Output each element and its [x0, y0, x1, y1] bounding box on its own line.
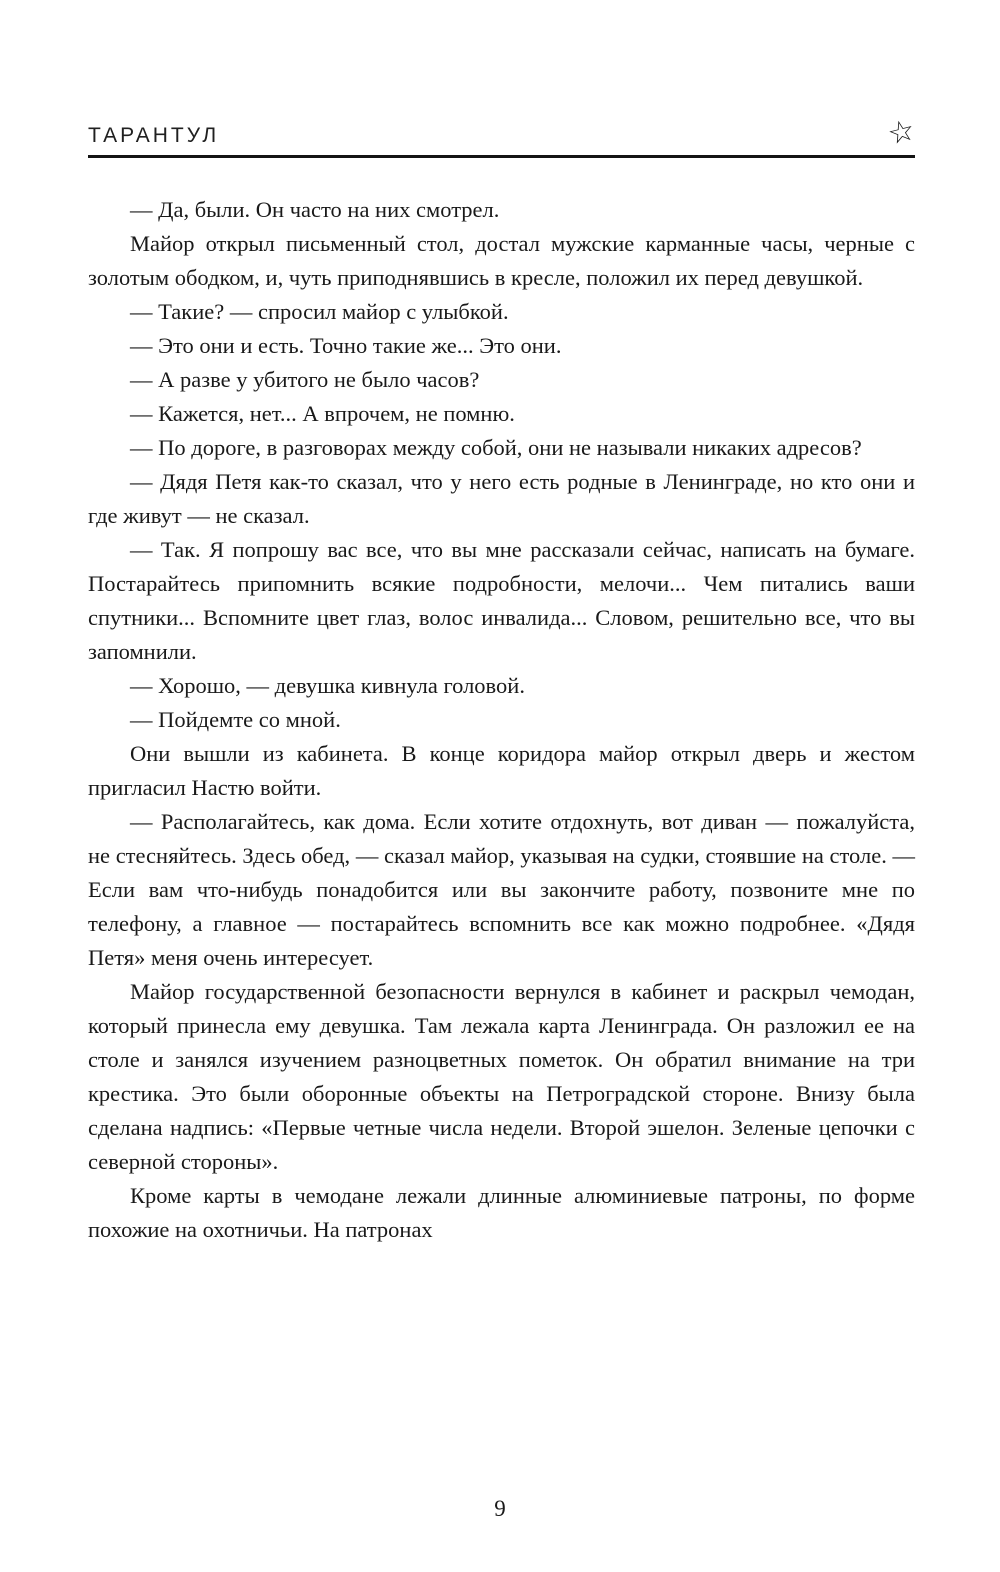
text-body: [88, 193, 915, 1247]
page-number: 9: [494, 1496, 506, 1521]
paragraph: — А разве у убитого не было часов?: [130, 367, 480, 392]
paragraph: — По дороге, в разговорах между собой, они не называли никаких адресов?: [130, 435, 862, 460]
paragraph: — Да, были. Он часто на них смотрел.: [130, 197, 500, 222]
paragraph: — Располагайтесь, как дома. Если хотите отдохнуть, вот диван — пожалуйста, не стесняйтесь. Здесь обед, — сказал майор, указывая на судки, стоявшие на столе. — Если вам что-нибудь понадобится или вы закончите работу, позвоните мне по телефону, а главное — постарайтесь вспомнить все как можно подробнее. «Дядя Петя» меня очень интересует.: [88, 809, 915, 970]
running-head-title: ТАРАНТУЛ: [88, 124, 220, 147]
star-icon: ☆: [884, 113, 919, 152]
paragraph: — Это они и есть. Точно такие же... Это они.: [130, 333, 562, 358]
page-header: [88, 113, 919, 152]
paragraph: — Дядя Петя как-то сказал, что у него есть родные в Ленинграде, но кто они и где живут — не сказал.: [88, 469, 915, 528]
paragraph: — Пойдемте со мной.: [130, 707, 341, 732]
header-rule: [88, 155, 915, 158]
paragraph: Кроме карты в чемодане лежали длинные алюминиевые патроны, по форме похожие на охотничьи. На патронах: [88, 1183, 915, 1242]
page-footer: [0, 1496, 1000, 1522]
paragraph: — Такие? — спросил майор с улыбкой.: [130, 299, 509, 324]
paragraph: — Так. Я попрошу вас все, что вы мне рассказали сейчас, написать на бумаге. Постарайтесь припомнить всякие подробности, мелочи... Чем питались ваши спутники... Вспомните цвет глаз, волос инвалида... Словом, решительно все, что вы запомнили.: [88, 537, 915, 664]
paragraph: Они вышли из кабинета. В конце коридора майор открыл дверь и жестом пригласил Настю войти.: [88, 741, 915, 800]
paragraph: — Хорошо, — девушка кивнула головой.: [130, 673, 525, 698]
paragraph: Майор открыл письменный стол, достал мужские карманные часы, черные с золотым ободком, и, чуть приподнявшись в кресле, положил их перед девушкой.: [88, 231, 915, 290]
paragraph: Майор государственной безопасности вернулся в кабинет и раскрыл чемодан, который принесла ему девушка. Там лежала карта Ленинграда. Он разложил ее на столе и занялся изучением разноцветных пометок. Он обратил внимание на три крестика. Это были оборонные объекты на Петроградской стороне. Внизу была сделана надпись: «Первые четные числа недели. Второй эшелон. Зеленые цепочки с северной стороны».: [88, 979, 915, 1174]
paragraph: — Кажется, нет... А впрочем, не помню.: [130, 401, 515, 426]
